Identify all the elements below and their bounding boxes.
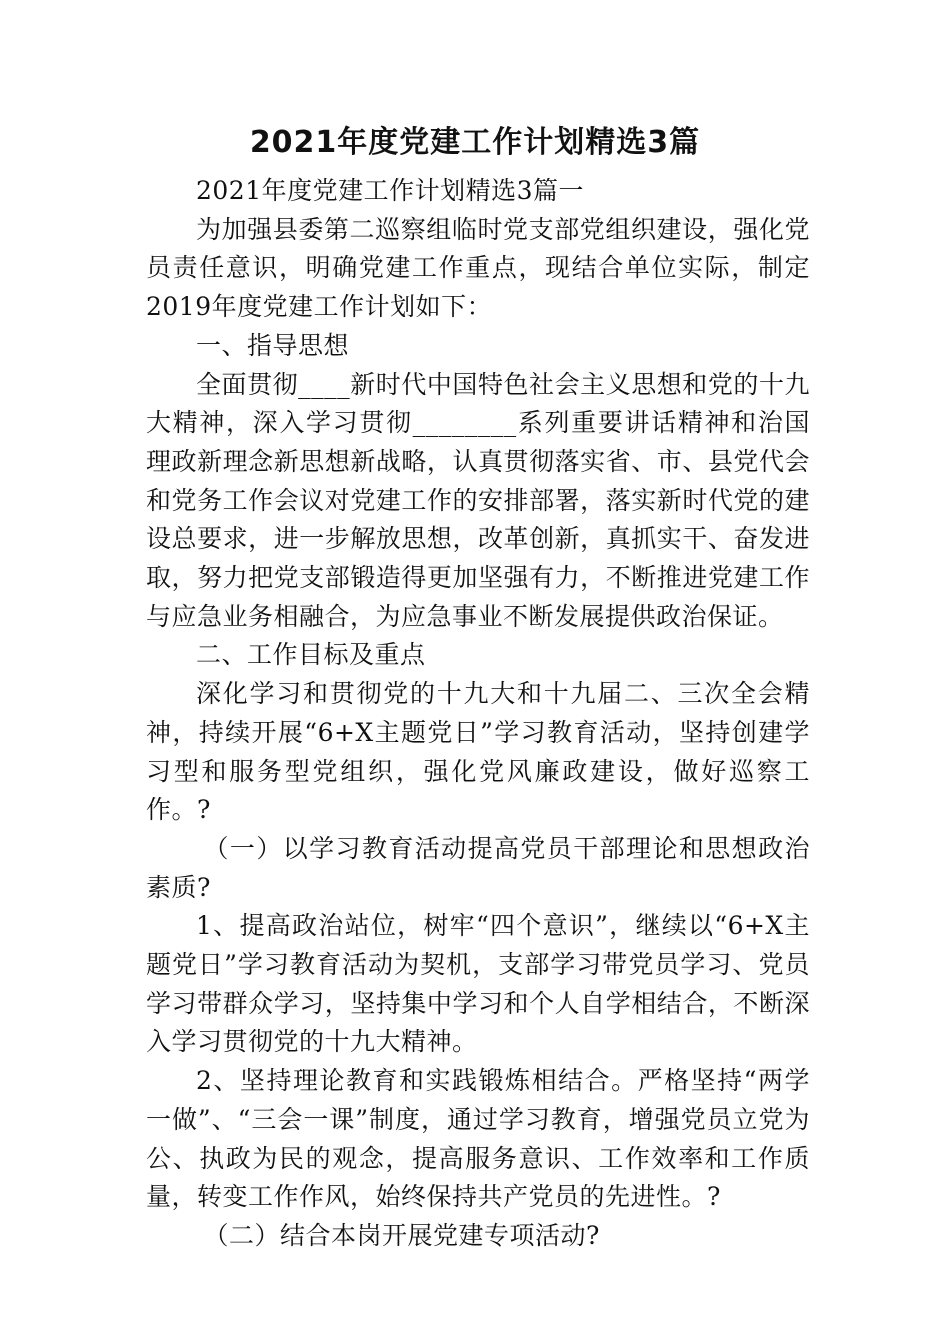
heading-guiding-thought: 一、指导思想 — [196, 330, 350, 360]
document-title: 2021年度党建工作计划精选3篇 — [249, 125, 701, 160]
document-body — [146, 172, 810, 1256]
goals-paragraph: 深化学习和贯彻党的十九大和十九届二、三次全会精神，持续开展“6+X主题党日”学习教育活动，坚持创建学习型和服务型党组织，强化党风廉政建设，做好巡察工作。? — [146, 679, 810, 825]
item-1-paragraph: 1、提高政治站位，树牢“四个意识”，继续以“6+X主题党日”学习教育活动为契机，支部学习带党员学习、党员学习带群众学习，坚持集中学习和个人自学相结合，不断深入学习贯彻党的十九大精神。 — [146, 911, 810, 1057]
subheading-2: （二）结合本岗开展党建专项活动? — [203, 1220, 600, 1250]
heading-goals: 二、工作目标及重点 — [196, 640, 426, 670]
guiding-thought-paragraph: 全面贯彻____新时代中国特色社会主义思想和党的十九大精神，深入学习贯彻________系列重要讲话精神和治国理政新理念新思想新战略，认真贯彻落实省、市、县党代会和党务工作会议对党建工作的安排部署，落实新时代党的建设总要求，进一步解放思想，改革创新，真抓实干、奋发进取，努力把党支部锻造得更加坚强有力，不断推进党建工作与应急业务相融合，为应急事业不断发展提供政治保证。 — [146, 369, 810, 631]
intro-paragraph: 为加强县委第二巡察组临时党支部党组织建设，强化党员责任意识，明确党建工作重点，现结合单位实际，制定2019年度党建工作计划如下： — [146, 214, 810, 322]
subheading-1: （一）以学习教育活动提高党员干部理论和思想政治素质? — [146, 833, 810, 902]
item-2-paragraph: 2、坚持理论教育和实践锻炼相结合。严格坚持“两学一做”、“三会一课”制度，通过学习教育，增强党员立党为公、执政为民的观念，提高服务意识、工作效率和工作质量，转变工作作风，始终保持共产党员的先进性。? — [146, 1066, 810, 1212]
section-heading-1: 2021年度党建工作计划精选3篇一 — [196, 176, 585, 205]
